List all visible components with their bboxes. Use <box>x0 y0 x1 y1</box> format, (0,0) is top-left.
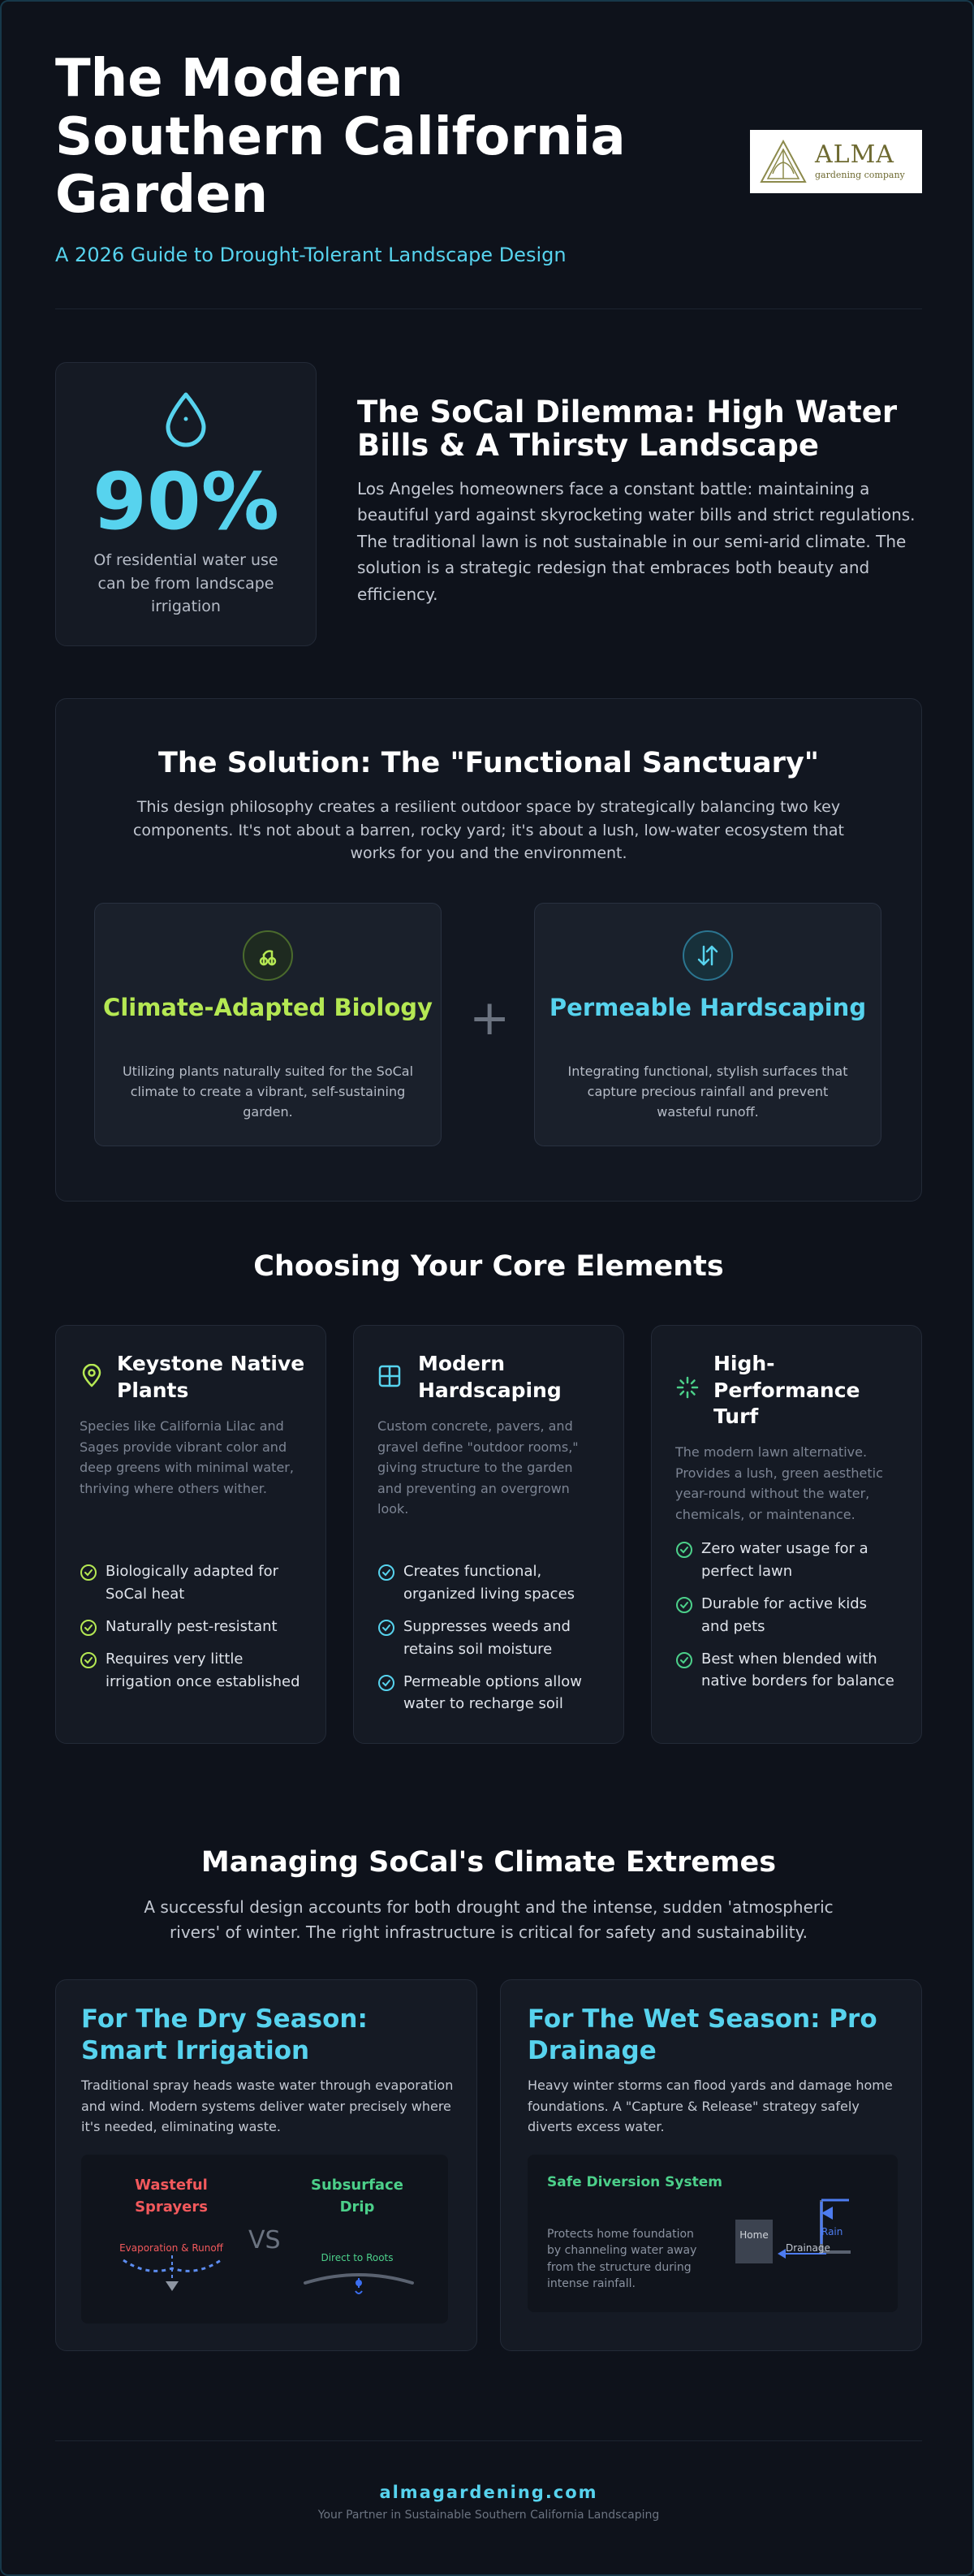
wet-season-body: Heavy winter storms can flood yards and damage home foundations. A "Capture & Release" strategy safely diverts excess water. <box>528 2078 893 2135</box>
element-title-hardscaping: Modern Hardscaping <box>418 1352 562 1402</box>
check-circle-icon <box>675 1596 693 1614</box>
direct-to-roots-note: Direct to Roots <box>321 2252 394 2263</box>
drainage-label: Drainage <box>786 2242 830 2254</box>
grid-icon <box>377 1364 402 1388</box>
footer-tagline: Your Partner in Sustainable Southern California Landscaping <box>317 2509 660 2522</box>
drip-diagram <box>302 2263 416 2306</box>
sparkle-icon <box>675 1375 700 1400</box>
rain-label: Rain <box>821 2226 843 2237</box>
dilemma-body: Los Angeles homeowners face a constant battle: maintaining a beautiful yard against skyrocketing water bills and strict regulations. The traditional lawn is not sustainable in our semi-arid climate. The solution is a strategic redesign that embraces both beauty and efficiency. <box>357 479 916 604</box>
list-item: Permeable options allow water to recharge soil <box>377 1671 600 1716</box>
component-title-biology: Climate-Adapted Biology <box>103 994 433 1021</box>
footer-divider <box>55 2440 922 2441</box>
check-circle-icon <box>675 1651 693 1669</box>
list-item: Biologically adapted for SoCal heat <box>80 1560 302 1606</box>
stat-caption: Of residential water use can be from landscape irrigation <box>93 551 278 615</box>
check-circle-icon <box>80 1619 97 1637</box>
list-item: Durable for active kids and pets <box>675 1593 898 1638</box>
page-title: The Modern Southern California Garden <box>55 49 626 226</box>
footer-url-link[interactable]: almagardening.com <box>379 2483 598 2502</box>
element-points-native-plants <box>80 1560 302 1693</box>
evaporation-note: Evaporation & Runoff <box>119 2242 223 2254</box>
element-desc-native-plants: Species like California Lilac and Sages provide vibrant color and deep greens with minimal water, thriving where others wither. <box>80 1418 294 1496</box>
subsurface-drip-label: Subsurface Drip <box>311 2177 403 2216</box>
check-circle-icon <box>377 1674 395 1692</box>
climate-section-title: Managing SoCal's Climate Extremes <box>200 1846 777 1879</box>
component-title-hardscaping: Permeable Hardscaping <box>549 994 867 1021</box>
element-title-native-plants: Keystone Native Plants <box>117 1352 305 1402</box>
stat-value: 90% <box>93 456 279 547</box>
component-body-biology: Utilizing plants naturally suited for the SoCal climate to create a vibrant, self-sustaining garden. <box>122 1064 414 1120</box>
location-pin-icon <box>80 1364 104 1388</box>
climate-body: A successful design accounts for both drought and the intense, sudden 'atmospheric rivers' of winter. The right infrastructure is critical for safety and sustainability. <box>144 1897 834 1942</box>
safe-diversion-body: Protects home foundation by channeling water away from the structure during intense rainfall. <box>547 2228 697 2290</box>
home-label: Home <box>735 2220 773 2263</box>
list-item: Naturally pest-resistant <box>80 1616 302 1638</box>
page-subtitle: A 2026 Guide to Drought-Tolerant Landscape Design <box>55 244 567 266</box>
vs-label: VS <box>248 2226 281 2255</box>
list-item: Suppresses weeds and retains soil moisture <box>377 1616 600 1661</box>
company-logo[interactable] <box>750 130 922 193</box>
water-drop-icon <box>162 391 210 448</box>
element-points-turf <box>675 1538 898 1693</box>
sprayer-diagram <box>115 2252 229 2294</box>
check-circle-icon <box>80 1651 97 1669</box>
dry-season-title: For The Dry Season: Smart Irrigation <box>81 2004 368 2065</box>
check-circle-icon <box>80 1564 97 1581</box>
dilemma-title: The SoCal Dilemma: High Water Bills & A Thirsty Landscape <box>357 395 898 463</box>
sprout-icon <box>243 930 293 981</box>
check-circle-icon <box>675 1541 693 1559</box>
safe-diversion-title: Safe Diversion System <box>547 2174 722 2190</box>
logo-mark-icon <box>758 138 808 185</box>
logo-tagline: gardening company <box>815 170 905 180</box>
component-body-hardscaping: Integrating functional, stylish surfaces that capture precious rainfall and prevent wasteful runoff. <box>567 1064 848 1120</box>
element-desc-turf: The modern lawn alternative. Provides a lush, green aesthetic year-round without the water, chemicals, or maintenance. <box>675 1444 883 1522</box>
solution-title: The Solution: The "Functional Sanctuary" <box>157 747 819 779</box>
wasteful-sprayers-label: Wasteful Sprayers <box>135 2177 208 2216</box>
list-item: Requires very little irrigation once established <box>80 1648 302 1694</box>
dry-season-body: Traditional spray heads waste water through evaporation and wind. Modern systems deliver water precisely where it's needed, eliminating waste. <box>81 2078 454 2135</box>
check-circle-icon <box>377 1564 395 1581</box>
core-section-title: Choosing Your Core Elements <box>253 1250 724 1283</box>
plus-symbol: + <box>469 990 511 1046</box>
check-circle-icon <box>377 1619 395 1637</box>
solution-body: This design philosophy creates a resilient outdoor space by strategically balancing two key components. It's not about a barren, rocky yard; it's about a lush, low-water ecosystem that works for you and the environment. <box>132 798 845 862</box>
logo-name: ALMA <box>815 140 894 169</box>
wet-season-title: For The Wet Season: Pro Drainage <box>528 2004 877 2065</box>
element-desc-hardscaping: Custom concrete, pavers, and gravel define "outdoor rooms," giving structure to the garden and preventing an overgrown look. <box>377 1418 579 1517</box>
flow-arrows-icon <box>683 930 733 981</box>
element-points-hardscaping <box>377 1560 600 1715</box>
list-item: Creates functional, organized living spaces <box>377 1560 600 1606</box>
element-title-turf: High-Performance Turf <box>713 1352 860 1428</box>
list-item: Best when blended with native borders for balance <box>675 1648 898 1694</box>
list-item: Zero water usage for a perfect lawn <box>675 1538 898 1583</box>
